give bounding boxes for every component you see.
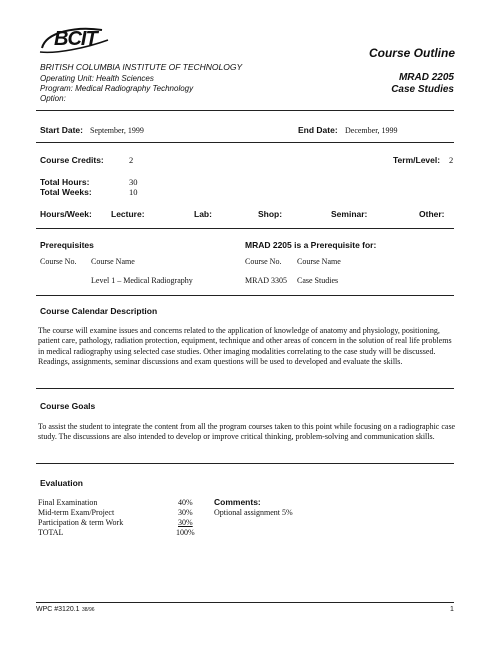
total-weeks-value: 10 xyxy=(129,187,138,197)
divider xyxy=(36,228,454,229)
credits-label: Course Credits: xyxy=(40,155,104,165)
end-date-label: End Date: xyxy=(298,125,338,135)
divider xyxy=(36,388,454,389)
prereq-for-row-name: Case Studies xyxy=(297,276,339,285)
lab-label: Lab: xyxy=(194,209,212,219)
shop-label: Shop: xyxy=(258,209,283,219)
form-date: 38/96 xyxy=(82,607,95,613)
lecture-label: Lecture: xyxy=(111,209,145,219)
end-date-value: December, 1999 xyxy=(345,126,398,135)
hours-week-label: Hours/Week: xyxy=(40,209,92,219)
eval-item-label: Participation & term Work xyxy=(38,518,124,527)
eval-item-value: 100% xyxy=(176,528,195,537)
eval-item-value: 30% xyxy=(178,508,193,517)
prerequisites-title: Prerequisites xyxy=(40,240,94,250)
page-number: 1 xyxy=(450,606,454,613)
divider xyxy=(36,295,454,296)
divider xyxy=(36,110,454,111)
prereq-col-name: Course Name xyxy=(91,257,135,266)
other-label: Other: xyxy=(419,209,445,219)
prereq-for-col-no: Course No. xyxy=(245,257,282,266)
eval-item-value: 30% xyxy=(178,518,193,527)
prereq-for-title: MRAD 2205 is a Prerequisite for: xyxy=(245,240,377,250)
course-code: MRAD 2205 xyxy=(398,72,454,83)
credits-value: 2 xyxy=(129,155,134,165)
prereq-for-col-name: Course Name xyxy=(297,257,341,266)
logo-text: BCIT xyxy=(54,28,97,50)
course-name: Case Studies xyxy=(391,84,454,95)
calendar-title: Course Calendar Description xyxy=(40,306,158,316)
seminar-label: Seminar: xyxy=(331,209,368,219)
calendar-text: The course will examine issues and concerns related to the application of knowledge of anatomy and physiology, positioning, patient care, pathology, radiation protection, equipment, technique and other areas of concern in the solution of real life problems in medical radiography using selected case studies. Other imaging modalities correlating to the case study will be discussed. Readings, assignments, seminar discussions and exam questions will be used to developed and evaluate the skills. xyxy=(38,326,452,367)
eval-item-label: Mid-term Exam/Project xyxy=(38,508,115,517)
institute-name: BRITISH COLUMBIA INSTITUTE OF TECHNOLOGY xyxy=(40,62,243,72)
total-hours-label: Total Hours: xyxy=(40,177,90,187)
eval-item-value: 40% xyxy=(178,498,193,507)
eval-item-label: TOTAL xyxy=(38,528,64,537)
eval-item-label: Final Examination xyxy=(38,498,98,507)
goals-title: Course Goals xyxy=(40,401,96,411)
prereq-for-row-no: MRAD 3305 xyxy=(245,276,288,285)
form-code: WPC #3120.1 xyxy=(36,606,80,613)
doc-title: Course Outline xyxy=(368,46,455,60)
program: Program: Medical Radiography Technology xyxy=(40,84,194,93)
comments-text: Optional assignment 5% xyxy=(214,508,293,517)
comments-label: Comments: xyxy=(214,497,261,507)
total-weeks-label: Total Weeks: xyxy=(40,187,92,197)
evaluation-title: Evaluation xyxy=(40,478,83,488)
footer-divider xyxy=(36,602,454,603)
start-date-label: Start Date: xyxy=(40,125,83,135)
prereq-col-no: Course No. xyxy=(40,257,77,266)
goals-text: To assist the student to integrate the content from all the program courses taken to this point while focusing on a radiographic case study. The discussions are also intended to develop or improve critical thinking, problem-solving and communication skills. xyxy=(38,422,456,442)
start-date-value: September, 1999 xyxy=(90,126,144,135)
option: Option: xyxy=(40,94,66,103)
operating-unit: Operating Unit: Health Sciences xyxy=(40,74,154,83)
prereq-row-name: Level 1 – Medical Radiography xyxy=(91,276,193,285)
term-label: Term/Level: xyxy=(393,155,441,165)
bcit-logo xyxy=(36,22,112,58)
divider xyxy=(36,142,454,143)
divider xyxy=(36,463,454,464)
total-hours-value: 30 xyxy=(129,177,138,187)
term-value: 2 xyxy=(449,155,454,165)
